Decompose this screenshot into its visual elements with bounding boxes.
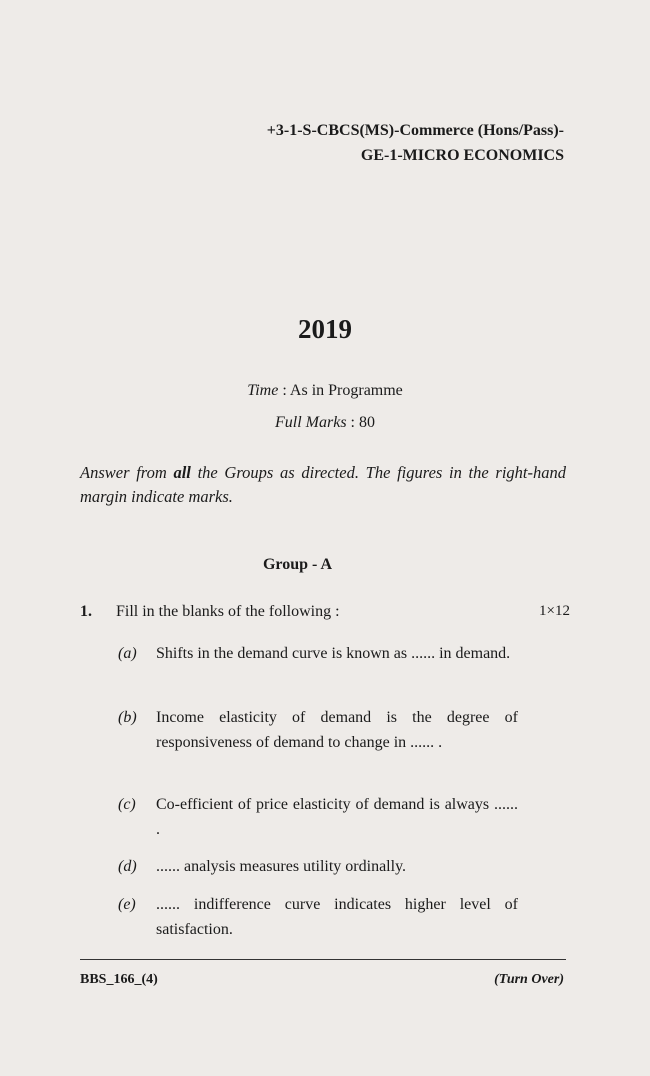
time-label: Time xyxy=(247,382,279,399)
paper-header xyxy=(267,118,564,168)
question-item-a xyxy=(118,641,518,666)
question-item-e xyxy=(118,892,518,942)
paper-title: GE-1-MICRO ECONOMICS xyxy=(360,147,564,164)
footer-code: BBS_166_(4) xyxy=(80,972,158,987)
course-code: +3-1-S-CBCS(MS)-Commerce (Hons/Pass)- xyxy=(266,122,564,139)
question-item-d xyxy=(118,854,518,879)
item-letter: (d) xyxy=(118,858,137,875)
instructions-part1: Answer from xyxy=(80,463,174,482)
item-letter: (a) xyxy=(118,645,137,662)
exam-year: 2019 xyxy=(298,314,352,344)
item-text: ...... indifference curve indicates higher level of satisfaction. xyxy=(156,896,518,938)
instructions-part2: the Groups as directed. The figures in the right-hand margin indicate marks. xyxy=(80,463,566,506)
question-item-b xyxy=(118,705,518,755)
question-number: 1. xyxy=(80,603,92,620)
item-text: Co-efficient of price elasticity of demand is always ...... . xyxy=(156,796,518,838)
question-1 xyxy=(80,603,570,621)
instructions-bold: all xyxy=(173,463,191,482)
question-marks: 1×12 xyxy=(539,603,570,619)
time-value: : As in Programme xyxy=(282,382,403,399)
time-line xyxy=(0,382,650,400)
item-letter: (b) xyxy=(118,709,137,726)
turn-over-label: (Turn Over) xyxy=(494,972,564,987)
item-text: Shifts in the demand curve is known as ...... in demand. xyxy=(156,645,511,662)
item-text: Income elasticity of demand is the degree of responsiveness of demand to change in ...... . xyxy=(156,709,518,751)
item-letter: (e) xyxy=(118,896,136,913)
full-marks-value: : 80 xyxy=(350,414,375,431)
full-marks-line xyxy=(0,414,650,432)
group-heading: Group - A xyxy=(262,556,333,573)
footer-divider xyxy=(80,959,566,960)
question-text: Fill in the blanks of the following : xyxy=(116,603,340,620)
full-marks-label: Full Marks xyxy=(275,414,347,431)
item-letter: (c) xyxy=(118,796,136,813)
question-item-c xyxy=(118,792,518,842)
instructions xyxy=(80,461,566,509)
item-text: ...... analysis measures utility ordinally. xyxy=(156,858,407,875)
